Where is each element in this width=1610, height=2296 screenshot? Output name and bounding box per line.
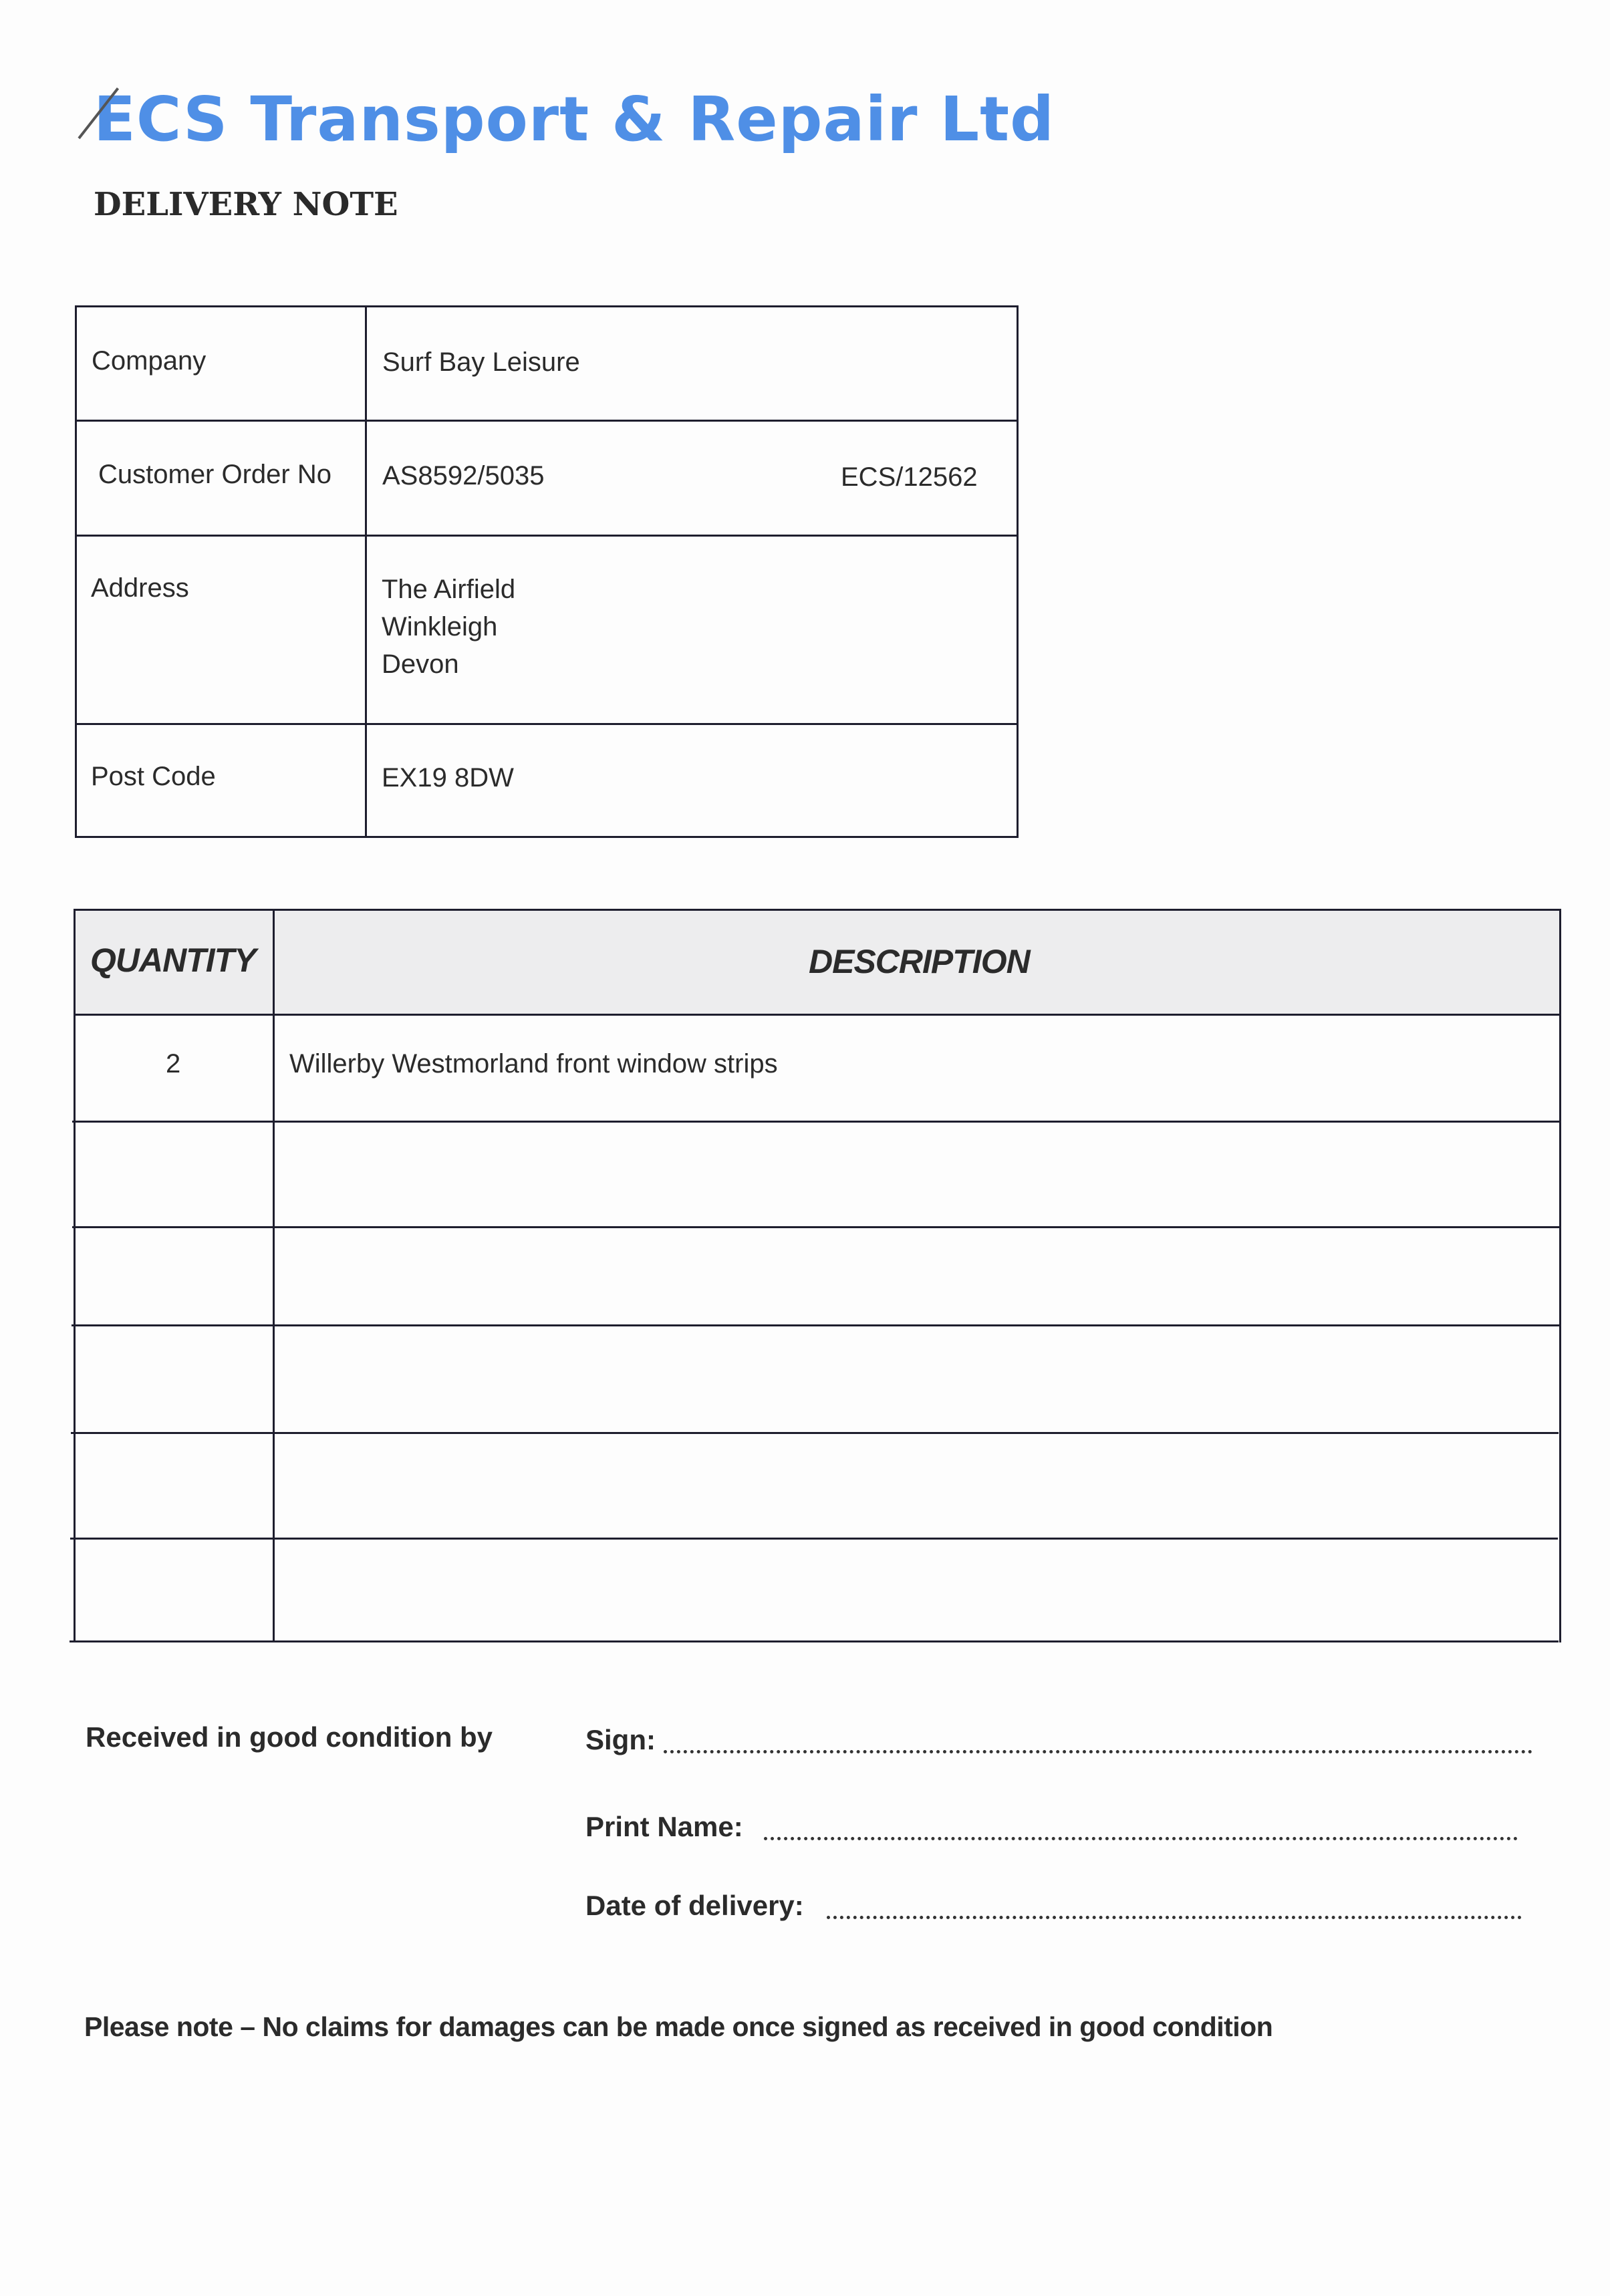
date-field[interactable] bbox=[827, 1916, 1522, 1919]
address-label: Address bbox=[91, 573, 189, 603]
item-description: Willerby Westmorland front window strips bbox=[289, 1049, 778, 1079]
internal-reference: ECS/12562 bbox=[841, 462, 978, 492]
table-border bbox=[75, 723, 1019, 725]
table-border bbox=[74, 1014, 1561, 1016]
table-border bbox=[75, 305, 77, 838]
address-line: Winkleigh bbox=[382, 612, 498, 641]
description-column-header: DESCRIPTION bbox=[809, 943, 1030, 980]
table-border bbox=[74, 909, 76, 1642]
company-label: Company bbox=[92, 346, 207, 376]
table-border bbox=[365, 305, 367, 838]
received-label: Received in good condition by bbox=[86, 1721, 493, 1753]
table-border bbox=[75, 420, 1019, 422]
table-border bbox=[71, 1432, 1559, 1434]
damage-claims-note: Please note – No claims for damages can be made once signed as received in good condition bbox=[84, 2011, 1273, 2042]
table-border bbox=[70, 1538, 1558, 1540]
sign-field[interactable] bbox=[664, 1750, 1532, 1753]
item-quantity: 2 bbox=[166, 1049, 181, 1079]
postcode-value: EX19 8DW bbox=[382, 763, 514, 793]
table-border bbox=[1017, 305, 1019, 838]
table-border bbox=[72, 1226, 1560, 1228]
company-name: ECS Transport & Repair Ltd bbox=[94, 84, 1055, 155]
table-border bbox=[74, 909, 1561, 911]
sign-label: Sign: bbox=[585, 1724, 656, 1755]
quantity-column-header: QUANTITY bbox=[90, 942, 256, 979]
order-number-label: Customer Order No bbox=[98, 460, 331, 489]
address-line: The Airfield bbox=[382, 575, 516, 604]
table-border bbox=[72, 1324, 1559, 1326]
table-border bbox=[75, 836, 1019, 838]
print-name-field[interactable] bbox=[764, 1837, 1518, 1840]
table-border bbox=[273, 909, 275, 1642]
table-border bbox=[75, 535, 1019, 537]
document-title: DELIVERY NOTE bbox=[94, 186, 398, 223]
order-number-value: AS8592/5035 bbox=[382, 461, 545, 490]
date-label: Date of delivery: bbox=[585, 1890, 804, 1921]
table-border bbox=[72, 1121, 1561, 1123]
print-name-label: Print Name: bbox=[585, 1811, 743, 1842]
table-border bbox=[1559, 909, 1561, 1642]
address-line: Devon bbox=[382, 650, 459, 679]
company-value: Surf Bay Leisure bbox=[382, 347, 580, 377]
table-border bbox=[70, 1640, 1559, 1642]
postcode-label: Post Code bbox=[91, 762, 216, 791]
table-border bbox=[75, 305, 1019, 307]
